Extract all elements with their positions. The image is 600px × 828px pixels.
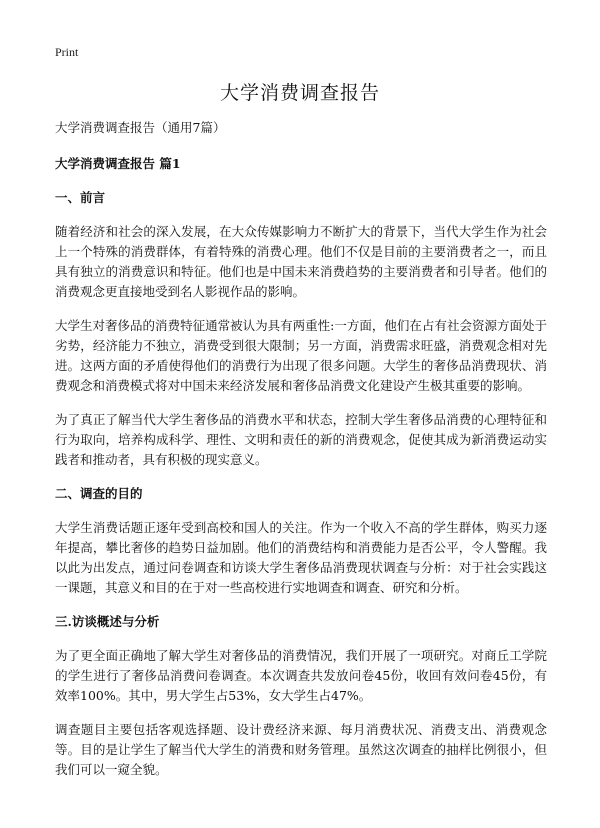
paragraph: 为了更全面正确地了解大学生对奢侈品的消费情况，我们开展了一项研究。对商丘工学院的学生进行了奢侈品消费问卷调查。本次调查共发放问卷45份，收回有效问卷45份，有效率100%。其中，男大学生占53%，女大学生占47%。 <box>55 648 547 703</box>
section-heading-intro: 一、前言 <box>55 190 106 205</box>
paragraph: 随着经济和社会的深入发展，在大众传媒影响力不断扩大的背景下，当代大学生作为社会上一个特殊的消费群体，有着特殊的消费心理。他们不仅是目前的主要消费者之一，而且具有独立的消费意识和特征。他们也是中国未来消费趋势的主要消费者和引导者。他们的消费观念更直接地受到名人影视作品的影响。 <box>55 224 547 299</box>
section-heading-interview: 三.访谈概述与分析 <box>55 614 160 629</box>
document-subtitle: 大学消费调查报告（通用7篇） <box>55 120 226 135</box>
paragraph: 大学生消费话题正逐年受到高校和国人的关注。作为一个收入不高的学生群体，购买力逐年提高，攀比奢侈的趋势日益加剧。他们的消费结构和消费能力是否公平，令人警醒。我以此为出发点，通过问卷调查和访谈大学生奢侈品消费现状调查与分析：对于社会实践这一课题，其意义和目的在于对一些高校进行实地调查和调查、研究和分析。 <box>55 520 547 595</box>
print-link[interactable]: Print <box>55 45 79 59</box>
paragraph: 为了真正了解当代大学生奢侈品的消费水平和状态，控制大学生奢侈品消费的心理特征和行为取向，培养构成科学、理性、文明和责任的新的消费观念，促使其成为新消费运动实践者和推动者，具有积极的现实意义。 <box>55 412 547 467</box>
page-title: 大学消费调查报告 <box>219 82 380 104</box>
paragraph: 调查题目主要包括客观选择题、设计费经济来源、每月消费状况、消费支出、消费观念等。目的是让学生了解当代大学生的消费和财务管理。虽然这次调查的抽样比例很小，但我们可以一窥全貌。 <box>55 722 547 777</box>
article-heading: 大学消费调查报告 篇1 <box>55 156 181 171</box>
paragraph: 大学生对奢侈品的消费特征通常被认为具有两重性:一方面，他们在占有社会资源方面处于劣势，经济能力不独立，消费受到很大限制；另一方面，消费需求旺盛，消费观念相对先进。这两方面的矛盾使得他们的消费行为出现了很多问题。大学生的奢侈品消费现状、消费观念和消费模式将对中国未来经济发展和奢侈品消费文化建设产生极其重要的影响。 <box>55 318 547 393</box>
section-heading-purpose: 二、调查的目的 <box>55 486 143 501</box>
article-body <box>55 118 547 794</box>
